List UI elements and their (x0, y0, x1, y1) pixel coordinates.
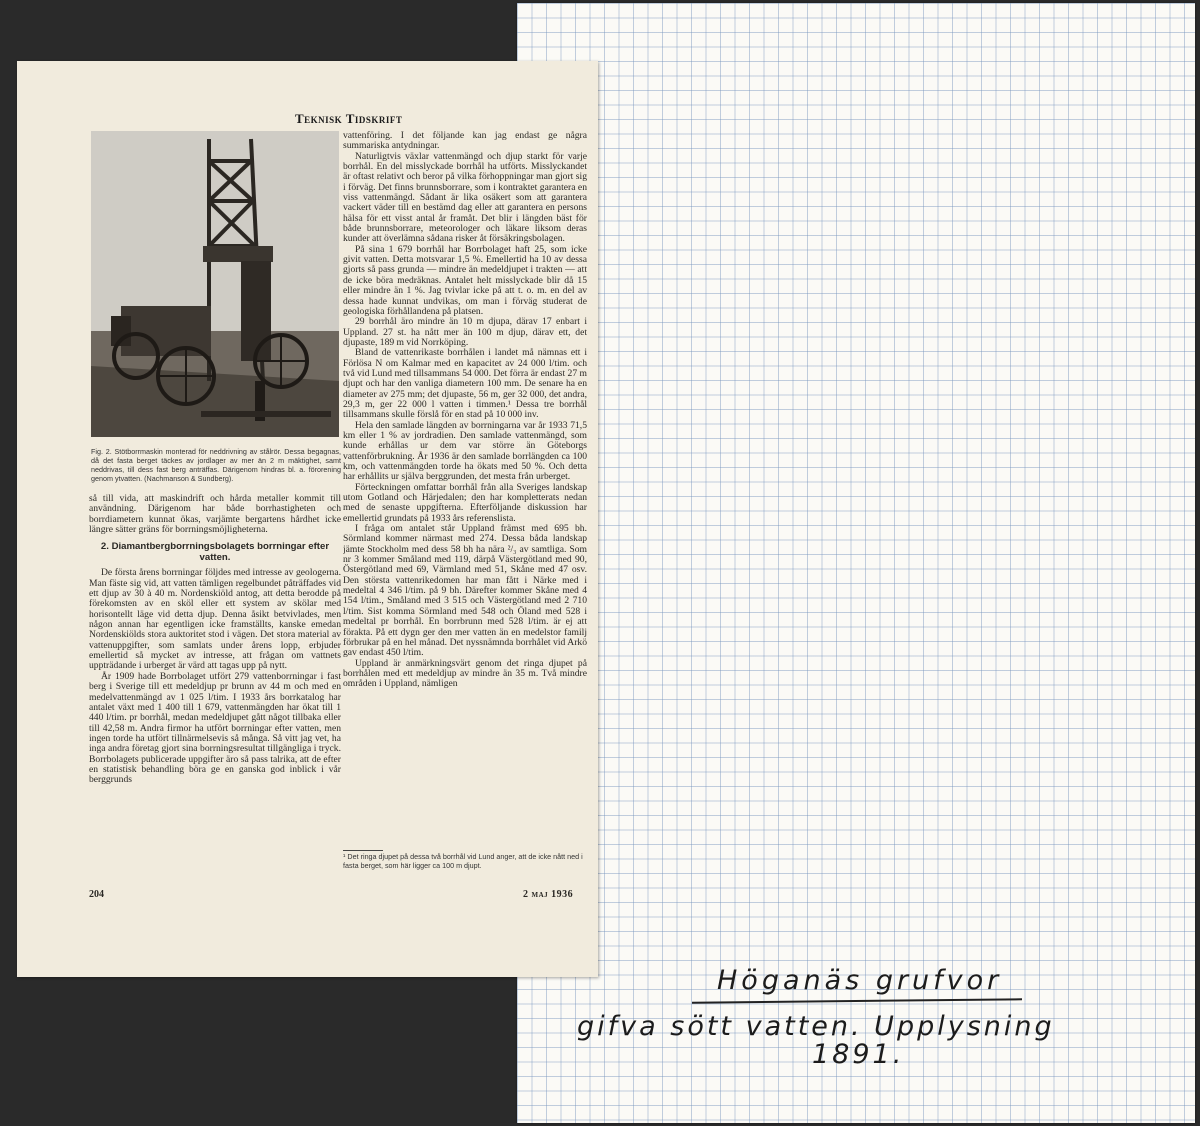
paragraph: Bland de vattenrikaste borrhålen i landet må nämnas ett i Förlösa N om Kalmar med en kapacitet av 24 000 l/tim. och två vid Lund med tillsammans 54 000. Det förra är endast 27 m djupt och har den vanliga diametern 100 mm. De senare ha en diameter av 275 mm; det djupaste, 56 m, ger 32 000, det andra, 29,3 m, ger 22 000 l vatten i timmen.¹ Dessa tre borrhål tillsammans skulle förslå för en stad på 10 000 inv. (343, 347, 587, 421)
paragraph: Förteckningen omfattar borrhål från alla Sveriges landskap utom Gotland och Härjedalen; den har kompletterats nedan med de senaste uppgifterna. Efterföljande diskussion har emellertid grundats på 1933 års referenslista. (343, 481, 587, 524)
paragraph: På sina 1 679 borrhål har Borrbolaget haft 25, som icke givit vatten. Detta motsvarar 1,5 %. Emellertid ha 10 av dessa gjorts så pass grunda — mindre än medeldjupet i trakten — att de icke böra medräknas. Antalet helt misslyckade blir då 15 eller mindre än 1 %. Jag tvivlar icke på att t. o. m. en del av dessa hade kunnat undvikas, om man i förväg studerat de geologiska förhållandena på platsen. (343, 243, 587, 317)
handwritten-underline (692, 998, 1022, 1003)
paragraph: 29 borrhål äro mindre än 10 m djupa, därav 17 enbart i Uppland. 27 st. ha nått mer än 100 m djup, därav ett, det djupaste, 189 m vid Norrköping. (343, 316, 587, 348)
paragraph: De första årens borrningar följdes med intresse av geologerna. Man fäste sig vid, att vatten tämligen regelbundet påträffades vid ett djup av 30 à 40 m. Nordenskiöld antog, att detta berodde på förekomsten av en sköl eller ett system av skölar med horisontellt läge vid detta djup. Denna åsikt betvivlades, men någon annan har egentligen icke framställts, kanske emedan Nordenskiölds stora auktoritet stod i vägen. Det stora material av vattenuppgifter, som samlats under årens lopp, erbjuder emellertid så mycket av intresse, att frågan om vattnets uppträdande i urberget är värd att tagas upp på nytt. (89, 567, 341, 672)
right-column (343, 131, 587, 848)
footnote-divider (343, 850, 383, 851)
journal-masthead: Teknisk Tidskrift (295, 111, 403, 126)
section-heading: 2. Diamantbergborrningsbolagets borrningar efter vatten. (100, 541, 330, 564)
drilling-machine-photo (91, 131, 339, 437)
issue-date: 2 maj 1936 (523, 889, 574, 900)
paragraph: Hela den samlade längden av borrningarna var år 1933 71,5 km eller 1 % av jordradien. Den samlade vattenmängd, som kunde erhållas ur dem var större än Göteborgs vattenförbrukning. År 1936 är den samlade borrlängden ca 100 km, och vattenmängden torde ha ökats med 50 %. Och detta har erhållits ur själva berggrunden, det mesta från urberget. (343, 419, 587, 483)
figure-caption: Fig. 2. Stötborrmaskin monterad för neddrivning av stålrör. Dessa begagnas, då det fasta berget täckes av jordlager av mer än 2 m mäktighet, samt neddrivas, till dess fast berg anträffas. Därigenom hindras bl. a. förorening genom ytvatten. (Nachmanson & Sundberg). (91, 447, 341, 483)
left-column (89, 494, 341, 878)
handwritten-title: Höganäs grufvor (717, 965, 1003, 996)
handwritten-note: gifva sött vatten. Upplysning (577, 1011, 1055, 1042)
paragraph: så till vida, att maskindrift och hårda metaller kommit till användning. Därigenom har både borrhastigheten och borrdiametern kunnat ökas, varjämte bergartens hårdhet icke längre sätter gräns för borrningsmöjligheterna. (89, 494, 341, 536)
paragraph: Uppland är anmärkningsvärt genom det ringa djupet på borrhålen med ett medeldjup av mindre än 35 m. Två mindre områden i Uppland, nämligen (343, 657, 587, 690)
footnote: ¹ Det ringa djupet på dessa två borrhål vid Lund anger, att de icke nått ned i fasta berget, som här ligger ca 100 m djupt. (343, 852, 583, 870)
paragraph: I fråga om antalet står Uppland främst med 695 bh. Sörmland kommer närmast med 274. Dessa båda landskap jämte Stockholm med dess 58 bh ha nära ²/₃ av samtliga. Som nr 3 kommer Småland med 119, därpå Västergötland med 90, Östergötland med 69, Värmland med 51, Skåne med 47 osv. Den största vattenrikedomen har man fått i Närke med i medeltal 4 346 l/tim. på 9 bh. Därefter kommer Skåne med 4 154 l/tim., Småland med 3 515 och Västergötland med 2 710 l/tim. Sist komma Sörmland med 548 och Öland med 528 i medeltal pr borrhål. En borrbrunn med 528 l/tim. är ej att förakta. På ett dygn ger den mer vatten än en medelstor familj förbrukar på en hel månad. Det nyssnämnda borrhålet vid Arkö gav endast 450 l/tim. (343, 523, 587, 659)
newspaper-clipping (17, 61, 598, 977)
handwritten-year: 1891. (812, 1039, 905, 1070)
page-number: 204 (89, 889, 104, 900)
paragraph: Naturligtvis växlar vattenmängd och djup starkt för varje borrhål. En del misslyckade borrhål ha utförts. Misslyckandet är oftast relativt och beror på vilka förhoppningar man gjort sig i förväg. Det finns brunnsborrare, som i kontraktet garantera en viss vattenmängd. Sådant är lika osäkert som att garantera vackert väder till en bestämd dag eller att garantera en persons hälsa för ett visst antal år framåt. Det blir i längden bäst för både brunnsborrare, meteorologer och läkare liksom deras kunder att överlämna sådana risker åt försäkringsbolagen. (343, 150, 587, 245)
paragraph: vattenföring. I det följande kan jag endast ge några summariska antydningar. (343, 131, 587, 152)
graph-paper-sheet (517, 3, 1195, 1123)
paragraph: År 1909 hade Borrbolaget utfört 279 vattenborrningar i fast berg i Sverige till ett medeldjup pr brunn av 44 m och med en medelvattenmängd av 1 025 l/tim. I 1933 års borrkatalog har antalet växt med 1 400 till 1 679, vattenmängden har ökat till 1 440 l/tim. pr borrhål, medan medeldjupet gått något tillbaka eller till 42,58 m. Andra firmor ha utfört borrningar efter vatten, men ingen torde ha utfört tillnärmelsevis så många. Så vitt jag vet, ha inga andra företag gjort sina borrningsresultat tillgängliga i tryck. Borrbolagets publicerade uppgifter äro så pass talrika, att de efter en statistisk behandling böra ge en ganska god inblick i vår berggrunds (89, 670, 341, 786)
